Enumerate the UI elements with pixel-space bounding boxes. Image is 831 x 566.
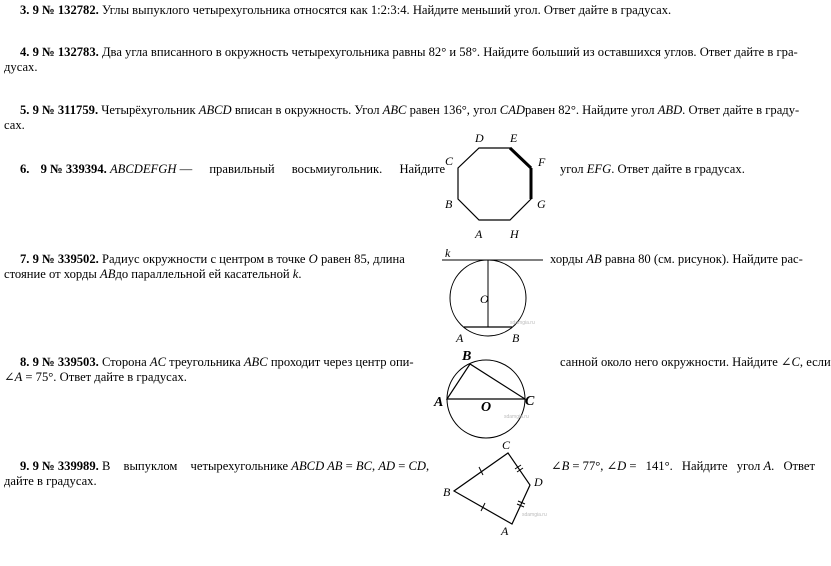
problem-number: 3. xyxy=(20,3,30,17)
problem-number: 8. xyxy=(20,355,30,369)
text: . Ответ xyxy=(771,459,816,473)
text: равен 136°, угол xyxy=(409,103,497,117)
var: AB xyxy=(100,267,116,281)
text: , xyxy=(426,459,430,473)
text: . Ответ дайте в градусах. xyxy=(611,162,745,176)
label-e: E xyxy=(510,131,518,145)
problem-7 xyxy=(20,252,405,267)
problem-number: 6. xyxy=(20,162,30,176)
label-h: H xyxy=(510,227,519,241)
watermark: sdamgia.ru xyxy=(510,320,535,326)
var: CD xyxy=(408,459,427,473)
text: Сторона xyxy=(101,355,147,369)
problem-6 xyxy=(20,162,445,177)
text: = 141°. Найдите угол xyxy=(629,459,761,473)
text: вписан в окружность. Угол xyxy=(234,103,380,117)
label-d: D xyxy=(475,131,484,145)
problem-number: 9. xyxy=(20,459,30,473)
var: k xyxy=(292,267,299,281)
label-b: B xyxy=(462,349,472,364)
text: Четырёхугольник xyxy=(101,103,196,117)
label-k: k xyxy=(445,246,451,260)
text: , если xyxy=(799,355,831,369)
var: B xyxy=(561,459,570,473)
label-d: D xyxy=(534,475,543,489)
var: D xyxy=(617,459,627,473)
quadrilateral-abcd xyxy=(454,453,530,524)
problem-number: 5. xyxy=(20,103,30,117)
problem-8 xyxy=(20,355,414,370)
var: O xyxy=(308,252,318,266)
var: AC xyxy=(149,355,166,369)
kite-figure xyxy=(440,438,555,538)
problem-5-line2: сах. xyxy=(4,118,25,132)
text: санной около него окружности. Найдите ∠ xyxy=(560,355,792,369)
text: В выпуклом четырехугольнике xyxy=(101,459,289,473)
label-c: C xyxy=(445,154,454,168)
var: ABD xyxy=(657,103,683,117)
problem-text: Углы выпуклого четырехугольника относятся как 1:2:3:4. Найдите меньший угол. Ответ дайте в градусах. xyxy=(101,3,672,17)
problem-number: 4. xyxy=(20,45,30,59)
problem-7-right xyxy=(550,252,803,267)
text: равна 80 (см. рисунок). Найдите рас- xyxy=(604,252,803,266)
problem-id: 9 № 339502. xyxy=(32,252,99,266)
text: . Ответ дайте в граду- xyxy=(682,103,800,117)
text: — правильный восьмиугольник. Найдите xyxy=(179,162,446,176)
watermark: sdamgia.ru xyxy=(522,512,547,518)
text: ∠ xyxy=(4,370,15,384)
problem-8-line2 xyxy=(4,370,187,385)
label-a: A xyxy=(434,395,444,410)
circle-chord-figure xyxy=(440,246,550,346)
problem-9 xyxy=(20,459,429,474)
text: до параллельной ей касательной xyxy=(115,267,290,281)
problem-8-right xyxy=(560,355,831,370)
label-c: C xyxy=(525,394,535,409)
label-b: B xyxy=(443,485,451,499)
var: AD xyxy=(378,459,396,473)
problem-id: 9 № 339503. xyxy=(32,355,99,369)
text: хорды xyxy=(550,252,584,266)
problem-9-line2: дайте в градусах. xyxy=(4,474,97,488)
triangle-circle-figure xyxy=(432,346,544,446)
var: CAD xyxy=(499,103,525,117)
triangle-abc xyxy=(447,364,525,399)
label-g: G xyxy=(537,197,546,211)
problem-number: 7. xyxy=(20,252,30,266)
problem-5 xyxy=(20,103,799,118)
var: ABCD AB xyxy=(291,459,343,473)
problem-7-line2 xyxy=(4,267,302,282)
watermark: sdamgia.ru xyxy=(504,414,529,420)
label-a: A xyxy=(456,331,464,345)
problem-6-right xyxy=(560,162,745,177)
problem-id: 9 № 339394. xyxy=(40,162,107,176)
text: угол xyxy=(560,162,584,176)
problem-id: 9 № 132782. xyxy=(32,3,99,17)
label-c: C xyxy=(502,438,511,452)
text: = 77°, ∠ xyxy=(572,459,618,473)
text: , xyxy=(372,459,376,473)
text: треугольника xyxy=(169,355,241,369)
problem-3 xyxy=(20,3,671,18)
var: A xyxy=(14,370,23,384)
text: равен 82°. Найдите угол xyxy=(524,103,655,117)
var: AB xyxy=(586,252,602,266)
text: . xyxy=(298,267,302,281)
problem-id: 9 № 311759. xyxy=(32,103,99,117)
text: = xyxy=(398,459,406,473)
text: = xyxy=(345,459,353,473)
var: C xyxy=(791,355,800,369)
label-a: A xyxy=(475,227,483,241)
octagon-figure xyxy=(430,128,555,243)
var: EFG xyxy=(586,162,612,176)
label-o: O xyxy=(481,400,492,415)
text: ∠ xyxy=(551,459,562,473)
text: равен 85, длина xyxy=(320,252,405,266)
problem-9-right xyxy=(551,459,815,474)
label-b: B xyxy=(512,331,520,345)
label-b: B xyxy=(445,197,453,211)
label-a: A xyxy=(501,524,509,538)
label-o: O xyxy=(480,292,489,306)
label-f: F xyxy=(538,155,546,169)
problem-id: 9 № 339989. xyxy=(32,459,99,473)
problem-id: 9 № 132783. xyxy=(32,45,99,59)
text: = 75°. Ответ дайте в градусах. xyxy=(25,370,187,384)
text: стояние от хорды xyxy=(4,267,97,281)
var: ABCDEFGH xyxy=(109,162,177,176)
var: ABC xyxy=(243,355,268,369)
problem-4 xyxy=(20,45,798,60)
var: BC xyxy=(355,459,372,473)
text: Радиус окружности с центром в точке xyxy=(101,252,306,266)
var: ABCD xyxy=(198,103,232,117)
problem-text: Два угла вписанного в окружность четырехугольника равны 82° и 58°. Найдите больший из оставшихся углов. Ответ дайте в гра- xyxy=(101,45,798,59)
problem-4-line2: дусах. xyxy=(4,60,38,74)
var: ABC xyxy=(382,103,407,117)
var: A xyxy=(763,459,772,473)
text: проходит через центр опи- xyxy=(270,355,414,369)
octagon-edge-ef xyxy=(510,148,531,168)
